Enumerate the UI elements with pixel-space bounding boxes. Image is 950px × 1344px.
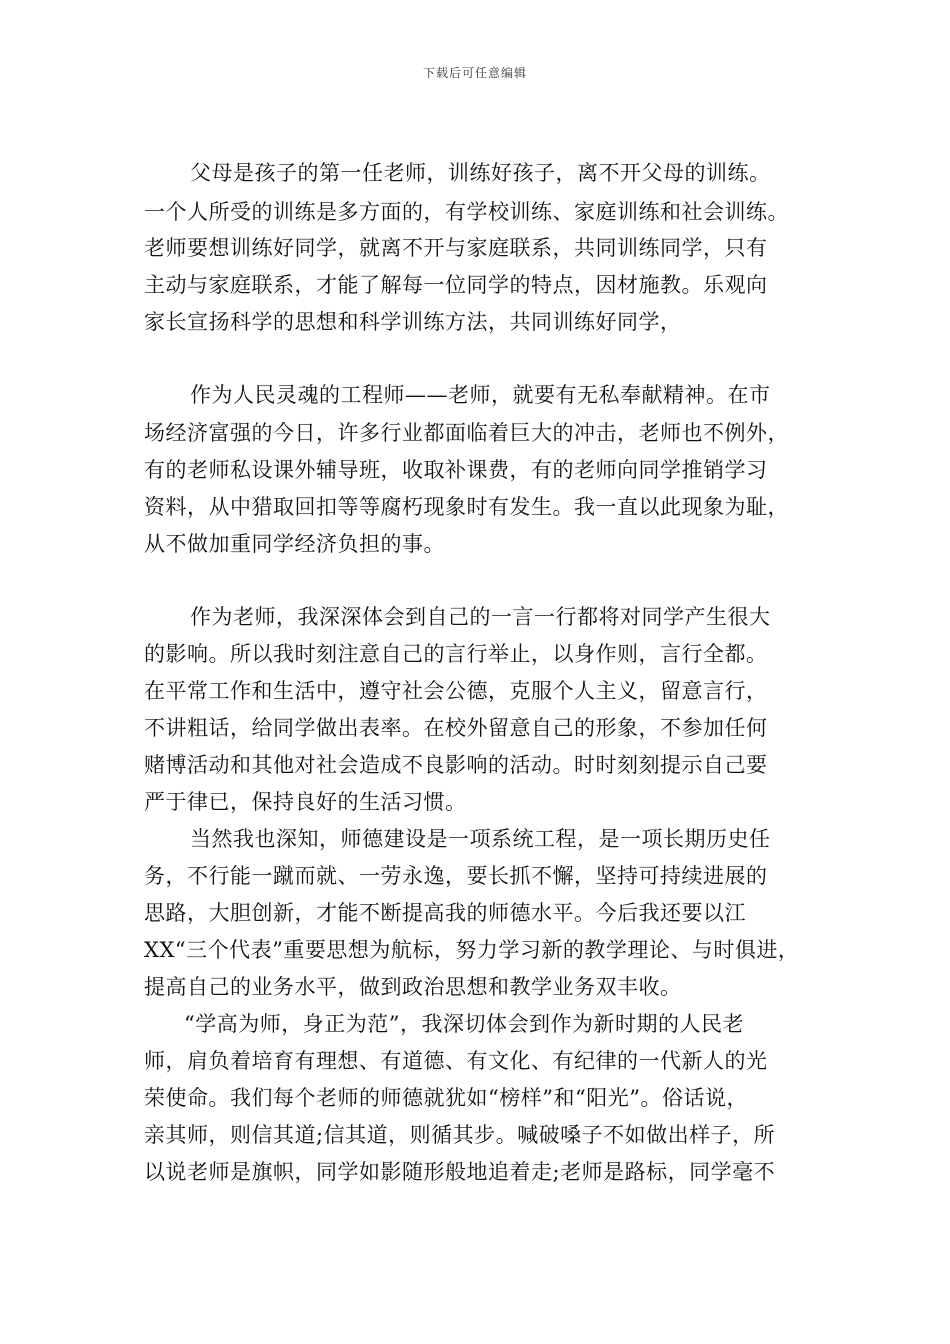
- paragraph-5-line-5: 以说老师是旗帜，同学如影随形般地追着走;老师是路标，同学毫不: [144, 1160, 776, 1184]
- paragraph-5-line-3: 荣使命。我们每个老师的师德就犹如“榜样”和“阳光”。俗话说，: [144, 1086, 748, 1110]
- paragraph-1-line-3: 老师要想训练好同学，就离不开与家庭联系，共同训练同学，只有: [144, 236, 768, 260]
- paragraph-1-line-2: 一个人所受的训练是多方面的，有学校训练、家庭训练和社会训练。: [144, 200, 789, 224]
- paragraph-2-line-5: 从不做加重同学经济负担的事。: [144, 532, 445, 556]
- paragraph-5-line-1: “学高为师，身正为范”，我深切体会到作为新时期的人民老: [184, 1012, 744, 1036]
- header-note: 下载后可任意编辑: [422, 66, 527, 80]
- paragraph-3-line-2: 的影响。所以我时刻注意自己的言行举止，以身作则，言行全都。: [144, 642, 768, 666]
- paragraph-1-line-5: 家长宣扬科学的思想和科学训练方法，共同训练好同学，: [144, 310, 682, 334]
- paragraph-2-line-3: 有的老师私设课外辅导班，收取补课费，有的老师向同学推销学习: [144, 458, 768, 482]
- paragraph-3-line-5: 赌博活动和其他对社会造成不良影响的活动。时时刻刻提示自己要: [144, 753, 768, 777]
- paragraph-1-line-4: 主动与家庭联系，才能了解每一位同学的特点，因材施教。乐观向: [144, 273, 768, 297]
- paragraph-4-line-2: 务，不行能一蹴而就、一劳永逸，要长抓不懈，坚持可持续进展的: [144, 864, 768, 888]
- paragraph-5-line-2: 师，肩负着培育有理想、有道德、有文化、有纪律的一代新人的光: [144, 1049, 768, 1073]
- paragraph-2-line-2: 场经济富强的今日，许多行业都面临着巨大的冲击，老师也不例外，: [144, 421, 789, 445]
- paragraph-3-line-4: 不讲粗话，给同学做出表率。在校外留意自己的形象，不参加任何: [144, 716, 768, 740]
- paragraph-1-line-1: 父母是孩子的第一任老师，训练好孩子，离不开父母的训练。: [190, 161, 771, 185]
- paragraph-3-line-6: 严于律已，保持良好的生活习惯。: [144, 790, 467, 814]
- paragraph-4-line-1: 当然我也深知，师德建设是一项系统工程，是一项长期历史任: [190, 827, 771, 851]
- paragraph-4-line-3: 思路，大胆创新，才能不断提高我的师德水平。今后我还要以江: [144, 901, 746, 925]
- paragraph-5-line-4: 亲其师，则信其道;信其道，则循其步。喊破嗓子不如做出样子，所: [144, 1123, 776, 1147]
- paragraph-4-line-4: XX“三个代表”重要思想为航标，努力学习新的教学理论、与时俱进，: [144, 938, 800, 962]
- paragraph-3-line-1: 作为老师，我深深体会到自己的一言一行都将对同学产生很大: [190, 605, 771, 629]
- paragraph-2-line-1: 作为人民灵魂的工程师——老师，就要有无私奉献精神。在市: [190, 383, 771, 407]
- paragraph-2-line-4: 资料，从中猎取回扣等等腐朽现象时有发生。我一直以此现象为耻，: [144, 495, 789, 519]
- paragraph-4-line-5: 提高自己的业务水平，做到政治思想和教学业务双丰收。: [144, 975, 682, 999]
- paragraph-3-line-3: 在平常工作和生活中，遵守社会公德，克服个人主义，留意言行，: [144, 679, 768, 703]
